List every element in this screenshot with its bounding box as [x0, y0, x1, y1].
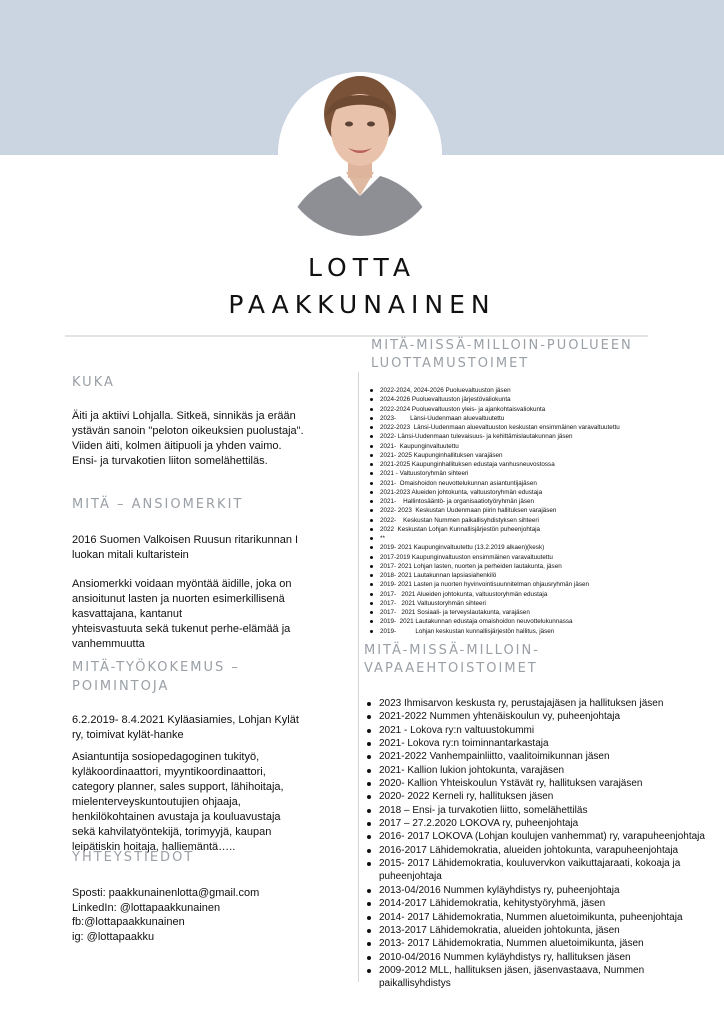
list-item: 2021 - Valtuustoryhmän sihteeri	[370, 469, 660, 478]
tyokokemus-heading-2: POIMINTOJA	[72, 679, 170, 694]
contact-linkedin[interactable]: LinkedIn: @lottapaakkunainen	[72, 902, 221, 914]
vapaaehtoistoimet-list	[366, 697, 718, 991]
list-item: 2022-2024 Puoluevaltuuston yleis- ja ajankohtaisvaliokunta	[370, 405, 660, 414]
list-item: 2017 – 27.2.2020 LOKOVA ry, puheenjohtaja	[366, 817, 718, 830]
kuka-text: Äiti ja aktiivi Lohjalla. Sitkeä, sinnikäs ja erään ystävän sanoin "peloton oikeuksien puolustaja". Viiden äiti, kolmen äitipuoli ja yhden vaimo. Ensi- ja turvakotien liiton somelähettiläs.	[72, 410, 304, 467]
list-item: 2018- 2021 Lautakunnan lapsiasiahenkilö	[370, 571, 660, 580]
luottamustoimet-heading-2: LUOTTAMUSTOIMET	[371, 356, 530, 371]
list-item: 2015- 2017 Lähidemokratia, kouluvervkon vaikuttajaraati, kokoaja ja puheenjohtaja	[366, 857, 718, 884]
list-item: 2022- Länsi-Uudenmaan tulevaisuus- ja kehittämislautakunnan jäsen	[370, 432, 660, 441]
list-item: 2013-2017 Lähidemokratia, alueiden johtokunta, jäsen	[366, 924, 718, 937]
tyokokemus-roles: Asiantuntija sosiopedagoginen tukityö, kyläkoordinaattori, myyntikoordinaattori, category planner, sales support, lähihoitaja, mielenterveyskuntoutujien ohjaaja, henkilökohtainen avustaja ja kouluavustaja sekä kahvilatyöntekijä, torimyyjä, kaupan leipätiskin hoitaja, halliemäntä…..	[72, 751, 284, 853]
list-item: 2023- Länsi-Uudenmaan aluevaltuutettu	[370, 414, 660, 423]
list-item: 2019- 2021 Lasten ja nuorten hyvinvointisuunnitelman ohjausryhmän jäsen	[370, 580, 660, 589]
list-item: 2022- Keskustan Nummen paikallisyhdistyksen sihteeri	[370, 516, 660, 525]
list-item: 2020- 2022 Kerneli ry, hallituksen jäsen	[366, 790, 718, 803]
ansiomerkit-heading: MITÄ – ANSIOMERKIT	[72, 497, 244, 512]
profile-photo	[278, 72, 442, 236]
list-item: 2017- 2021 Valtuustoryhmän sihteeri	[370, 599, 660, 608]
list-item: 2019- 2021 Lautakunnan edustaja omaishoidon neuvottelukunnassa	[370, 617, 660, 626]
ansiomerkit-description-cont: yhteisvastuuta sekä tukenut perhe-elämää ja vanhemmuutta	[72, 623, 291, 650]
tyokokemus-kylaasiamies: 6.2.2019- 8.4.2021 Kyläasiamies, Lohjan Kylät ry, toimivat kylät-hanke	[72, 714, 299, 741]
contact-instagram[interactable]: ig: @lottapaakku	[72, 931, 155, 943]
ansiomerkit-description: Ansiomerkki voidaan myöntää äidille, joka on ansioitunut lasten ja nuorten esimerkillisenä kasvattajana, kantanut	[72, 578, 292, 620]
list-item: 2019- 2021 Kaupunginvaltuutettu (13.2.2019 alkaen)(kesk)	[370, 543, 660, 552]
list-item: 2010-04/2016 Nummen kyläyhdistys ry, hallituksen jäsen	[366, 951, 718, 964]
list-item: 2017-2019 Kaupunginvaltuuston ensimmäinen varavaltuutettu	[370, 553, 660, 562]
list-item: 2022 Keskustan Lohjan Kunnallisjärjestön puheenjohtaja	[370, 525, 660, 534]
contact-facebook[interactable]: fb:@lottapaakkunainen	[72, 916, 185, 928]
list-item: 2020- Kallion Yhteiskoulun Ystävät ry, hallituksen varajäsen	[366, 777, 718, 790]
list-item: 2014- 2017 Lähidemokratia, Nummen aluetoimikunta, puheenjohtaja	[366, 911, 718, 924]
list-item: 2021- Hallintosääntö- ja organisaatiotyöryhmän jäsen	[370, 497, 660, 506]
luottamustoimet-list	[370, 386, 660, 636]
list-item: 2022- 2023 Keskustan Uudenmaan piirin hallituksen varajäsen	[370, 506, 660, 515]
list-item: 2019- Lohjan keskustan kunnallisjärjestön hallitus, jäsen	[370, 627, 660, 636]
list-item: 2017- 2021 Alueiden johtokunta, valtuustoryhmän edustaja	[370, 590, 660, 599]
list-item: 2021- Lokova ry:n toiminnantarkastaja	[366, 737, 718, 750]
yhteystiedot-heading: YHTEYSTIEDOT	[72, 850, 195, 865]
list-item: 2016-2017 Lähidemokratia, alueiden johtokunta, varapuheenjohtaja	[366, 844, 718, 857]
list-item: 2009-2012 MLL, hallituksen jäsen, jäsenvastaava, Nummen paikallisyhdistys	[366, 964, 718, 991]
list-item: 2022-2023 Länsi-Uudenmaan aluevaltuuston keskustan ensimmäinen varavaltuutettu	[370, 423, 660, 432]
list-item: 2021- 2025 Kaupunginhallituksen varajäsen	[370, 451, 660, 460]
kuka-heading: KUKA	[72, 375, 115, 390]
ansiomerkit-medal: 2016 Suomen Valkoisen Ruusun ritarikunnan I luokan mitali kultaristein	[72, 534, 299, 561]
contact-email[interactable]: Sposti: paakkunainenlotta@gmail.com	[72, 887, 260, 899]
list-item: 2023 Ihmisarvon keskusta ry, perustajajäsen ja hallituksen jäsen	[366, 697, 718, 710]
tyokokemus-heading-1: MITÄ-TYÖKOKEMUS –	[72, 660, 240, 675]
list-item: 2022-2024, 2024-2026 Puoluevaltuuston jäsen	[370, 386, 660, 395]
name-last: PAAKKUNAINEN	[228, 290, 496, 319]
list-item: 2021- Kallion lukion johtokunta, varajäsen	[366, 764, 718, 777]
vapaaehtoistoimet-heading-2: VAPAAEHTOISTOIMET	[364, 661, 538, 676]
list-item: 2018 – Ensi- ja turvakotien liitto, somelähettiläs	[366, 804, 718, 817]
list-item: 2021-2023 Alueiden johtokunta, valtuustoryhmän edustaja	[370, 488, 660, 497]
list-item: 2021-2022 Nummen yhtenäiskoulun vy, puheenjohtaja	[366, 710, 718, 723]
list-item: 2014-2017 Lähidemokratia, kehitystyöryhmä, jäsen	[366, 897, 718, 910]
column-divider	[358, 372, 359, 982]
list-item: 2021-2022 Vanhempainliitto, vaalitoimikunnan jäsen	[366, 750, 718, 763]
list-item: 2021-2025 Kaupunginhallituksen edustaja vanhusneuvostossa	[370, 460, 660, 469]
list-item: 2024-2026 Puoluevaltuuston järjestövaliokunta	[370, 395, 660, 404]
name-first: LOTTA	[308, 253, 416, 282]
list-item: **	[370, 534, 660, 543]
list-item: 2017- 2021 Sosiaali- ja terveyslautakunta, varajäsen	[370, 608, 660, 617]
vapaaehtoistoimet-heading-1: MITÄ-MISSÄ-MILLOIN-	[364, 643, 540, 658]
list-item: 2021- Kaupunginvaltuutettu	[370, 442, 660, 451]
luottamustoimet-heading-1: MITÄ-MISSÄ-MILLOIN-PUOLUEEN	[371, 338, 633, 353]
list-item: 2013-04/2016 Nummen kyläyhdistys ry, puheenjohtaja	[366, 884, 718, 897]
person-portrait-icon	[278, 72, 442, 236]
list-item: 2021- Omaishoidon neuvottelukunnan asiantuntijajäsen	[370, 479, 660, 488]
list-item: 2013- 2017 Lähidemokratia, Nummen aluetoimikunta, jäsen	[366, 937, 718, 950]
list-item: 2016- 2017 LOKOVA (Lohjan koulujen vanhemmat) ry, varapuheenjohtaja	[366, 830, 718, 843]
list-item: 2021 - Lokova ry:n valtuustokummi	[366, 724, 718, 737]
list-item: 2017- 2021 Lohjan lasten, nuorten ja perheiden lautakunta, jäsen	[370, 562, 660, 571]
